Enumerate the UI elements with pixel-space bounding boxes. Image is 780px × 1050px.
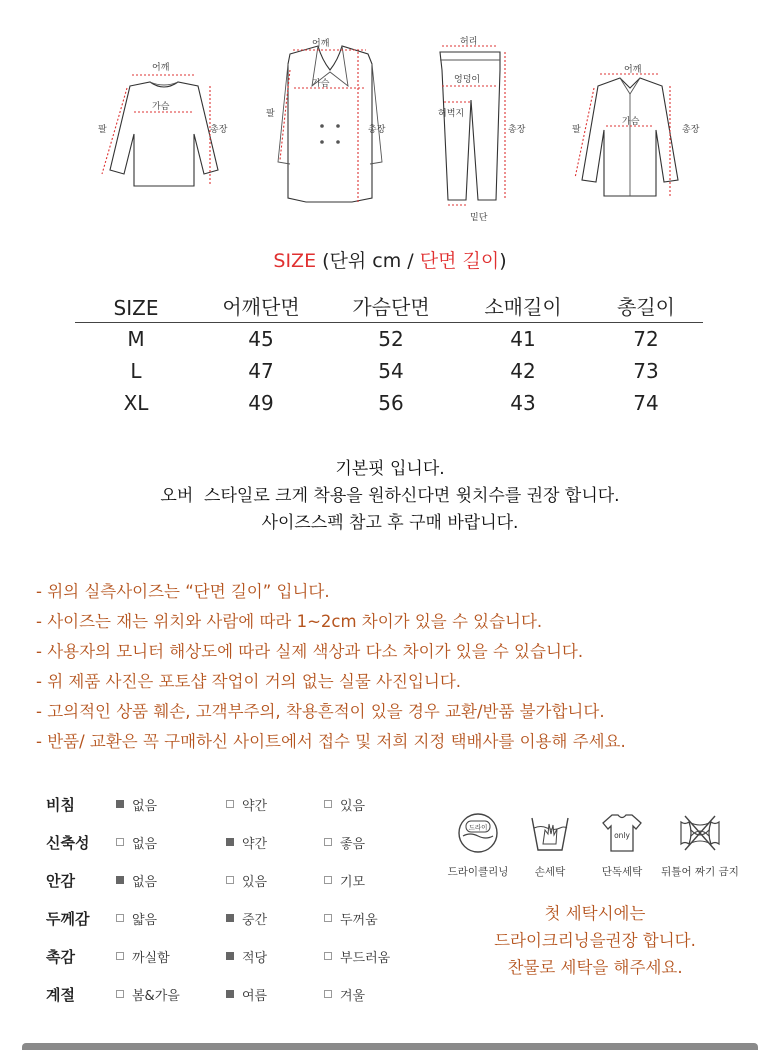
property-option — [324, 871, 434, 890]
property-row-season — [46, 975, 446, 1013]
table-cell: 54 — [378, 359, 404, 383]
notice-item: - 사이즈는 재는 위치와 사람에 따라 1~2cm 차이가 있을 수 있습니다. — [36, 612, 543, 631]
notice-list — [36, 577, 756, 757]
option-label: 겨울 — [340, 988, 366, 1004]
option-label: 봄&가을 — [132, 988, 180, 1004]
fit-note-line: 오버 스타일로 크게 착용을 원하신다면 윗치수를 권장 합니다. — [160, 486, 620, 506]
option-label: 없음 — [132, 874, 158, 890]
option-label: 부드러움 — [340, 950, 391, 966]
garment-diagrams — [0, 30, 780, 230]
care-label: 뒤틀어 짜기 금지 — [661, 866, 739, 878]
checkbox-checked — [226, 952, 234, 960]
size-table — [75, 288, 703, 419]
notice-item: - 반품/ 교환은 꼭 구매하신 사이트에서 접수 및 저희 지정 택배사를 이용해 주세요. — [36, 732, 626, 751]
header-length: 총길이 — [617, 295, 675, 319]
pants-thigh-label: 허벅지 — [438, 109, 465, 119]
property-name: 촉감 — [46, 947, 75, 966]
option-label: 약간 — [242, 798, 268, 814]
checkbox-checked — [226, 990, 234, 998]
property-option — [226, 795, 324, 814]
checkbox-unchecked — [226, 800, 234, 808]
dry-clean-inner-label: 드라이 — [468, 823, 488, 832]
table-cell: 49 — [248, 391, 274, 415]
care-item-dry-clean — [438, 810, 518, 879]
notice-item: - 위의 실측사이즈는 “단면 길이” 입니다. — [36, 582, 330, 601]
checkbox-unchecked — [324, 990, 332, 998]
property-option — [116, 871, 226, 890]
property-option — [116, 833, 226, 852]
coat-shoulder-label: 어깨 — [312, 39, 330, 49]
option-label: 여름 — [242, 988, 268, 1004]
checkbox-checked — [226, 914, 234, 922]
bottom-divider — [22, 1043, 758, 1050]
table-cell: 72 — [633, 327, 659, 351]
table-cell: 73 — [633, 359, 659, 383]
sweatshirt-length-label: 총장 — [210, 125, 228, 135]
checkbox-unchecked — [116, 914, 124, 922]
fit-note — [0, 456, 780, 537]
wash-separately-inner-label: only — [614, 831, 630, 840]
sweatshirt-chest-label: 가슴 — [152, 102, 170, 112]
table-row — [75, 323, 703, 355]
care-item-wash-separately — [582, 810, 662, 879]
property-option — [116, 947, 226, 966]
wash-separately-icon — [599, 810, 645, 856]
table-cell: 47 — [248, 359, 274, 383]
option-label: 있음 — [242, 874, 268, 890]
care-note-line: 첫 세탁시에는 — [544, 904, 646, 923]
checkbox-unchecked — [116, 990, 124, 998]
property-option — [324, 795, 434, 814]
checkbox-unchecked — [226, 876, 234, 884]
coat-chest-label: 가슴 — [312, 79, 330, 89]
option-label: 있음 — [340, 798, 366, 814]
option-label: 없음 — [132, 798, 158, 814]
fit-note-line: 사이즈스펙 참고 후 구매 바랍니다. — [261, 513, 519, 533]
shirt-diagram — [575, 74, 678, 196]
property-row-transparency — [46, 785, 446, 823]
option-label: 두꺼움 — [340, 912, 378, 928]
table-row — [75, 387, 703, 419]
sweatshirt-sleeve-label: 팔 — [98, 125, 107, 135]
pants-diagram — [440, 46, 505, 205]
table-cell: 74 — [633, 391, 659, 415]
table-cell: 41 — [510, 327, 536, 351]
property-row-stretch — [46, 823, 446, 861]
garment-diagrams-svg — [0, 30, 780, 230]
size-heading-unit: (단위 cm / — [316, 250, 420, 272]
header-shoulder: 어깨단면 — [222, 295, 300, 319]
checkbox-unchecked — [324, 838, 332, 846]
property-option — [226, 909, 324, 928]
property-option — [324, 909, 434, 928]
size-table-header — [75, 288, 703, 323]
notice-item: - 사용자의 모니터 해상도에 따라 실제 색상과 다소 차이가 있을 수 있습니다. — [36, 642, 584, 661]
property-option — [226, 947, 324, 966]
fit-note-line: 기본핏 입니다. — [335, 459, 445, 479]
sweatshirt-shoulder-label: 어깨 — [152, 63, 170, 73]
table-cell: L — [130, 359, 142, 383]
table-cell: 52 — [378, 327, 404, 351]
sweatshirt-diagram — [102, 75, 218, 186]
coat-length-label: 총장 — [368, 125, 386, 135]
property-name: 계절 — [46, 985, 75, 1004]
hand-wash-icon — [527, 810, 573, 856]
option-label: 얇음 — [132, 912, 158, 928]
care-label: 손세탁 — [534, 866, 566, 878]
dry-clean-icon — [455, 810, 501, 856]
property-option — [116, 985, 226, 1004]
coat-diagram — [278, 46, 382, 202]
table-cell: 45 — [248, 327, 274, 351]
option-label: 좋음 — [340, 836, 366, 852]
property-option — [116, 795, 226, 814]
table-cell: 56 — [378, 391, 404, 415]
pants-length-label: 총장 — [508, 125, 526, 135]
property-option — [226, 985, 324, 1004]
property-option — [324, 833, 434, 852]
table-row — [75, 355, 703, 387]
option-label: 약간 — [242, 836, 268, 852]
option-label: 적당 — [242, 950, 268, 966]
size-heading-close: ) — [499, 250, 507, 272]
size-heading — [0, 246, 780, 273]
checkbox-unchecked — [324, 876, 332, 884]
checkbox-checked — [116, 876, 124, 884]
checkbox-unchecked — [324, 952, 332, 960]
table-cell: 42 — [510, 359, 536, 383]
header-chest: 가슴단면 — [352, 295, 430, 319]
property-row-lining — [46, 861, 446, 899]
table-cell: XL — [123, 391, 149, 415]
property-name: 두께감 — [46, 909, 90, 928]
fabric-properties — [46, 785, 446, 1013]
size-heading-size: SIZE — [273, 250, 317, 272]
no-wring-icon — [677, 810, 723, 856]
pants-hip-label: 엉덩이 — [454, 75, 481, 85]
option-label: 까실함 — [132, 950, 170, 966]
care-instructions — [438, 810, 748, 880]
notice-item: - 위 제품 사진은 포토샵 작업이 거의 없는 실물 사진입니다. — [36, 672, 461, 691]
header-size: SIZE — [113, 296, 159, 320]
property-option — [226, 833, 324, 852]
checkbox-unchecked — [116, 952, 124, 960]
property-option — [116, 909, 226, 928]
care-item-hand-wash — [510, 810, 590, 879]
property-name: 안감 — [46, 871, 75, 890]
property-option — [226, 871, 324, 890]
pants-waist-label: 허리 — [460, 37, 478, 47]
property-row-texture — [46, 937, 446, 975]
care-note-line: 드라이크리닝을권장 합니다. — [494, 931, 696, 950]
checkbox-checked — [226, 838, 234, 846]
size-heading-flat: 단면 길이 — [419, 250, 500, 272]
checkbox-unchecked — [116, 838, 124, 846]
care-note — [430, 900, 760, 981]
care-note-line: 찬물로 세탁을 해주세요. — [507, 958, 683, 977]
shirt-sleeve-label: 팔 — [572, 125, 581, 135]
care-label: 단독세탁 — [601, 866, 643, 878]
option-label: 중간 — [242, 912, 268, 928]
property-option — [324, 947, 434, 966]
shirt-length-label: 총장 — [682, 125, 700, 135]
shirt-chest-label: 가슴 — [622, 117, 640, 127]
coat-sleeve-label: 팔 — [266, 109, 275, 119]
table-cell: 43 — [510, 391, 536, 415]
property-name: 신축성 — [46, 833, 90, 852]
care-item-no-wring — [660, 810, 740, 879]
property-name: 비침 — [46, 795, 75, 814]
property-option — [324, 985, 434, 1004]
option-label: 없음 — [132, 836, 158, 852]
option-label: 기모 — [340, 874, 366, 890]
care-label: 드라이클리닝 — [447, 866, 509, 878]
header-sleeve: 소매길이 — [484, 295, 562, 319]
pants-hem-label: 밑단 — [470, 213, 488, 223]
table-cell: M — [127, 327, 145, 351]
notice-item: - 고의적인 상품 훼손, 고객부주의, 착용흔적이 있을 경우 교환/반품 불가합니다. — [36, 702, 605, 721]
shirt-shoulder-label: 어깨 — [624, 65, 642, 75]
checkbox-unchecked — [324, 914, 332, 922]
checkbox-checked — [116, 800, 124, 808]
checkbox-unchecked — [324, 800, 332, 808]
property-row-thickness — [46, 899, 446, 937]
